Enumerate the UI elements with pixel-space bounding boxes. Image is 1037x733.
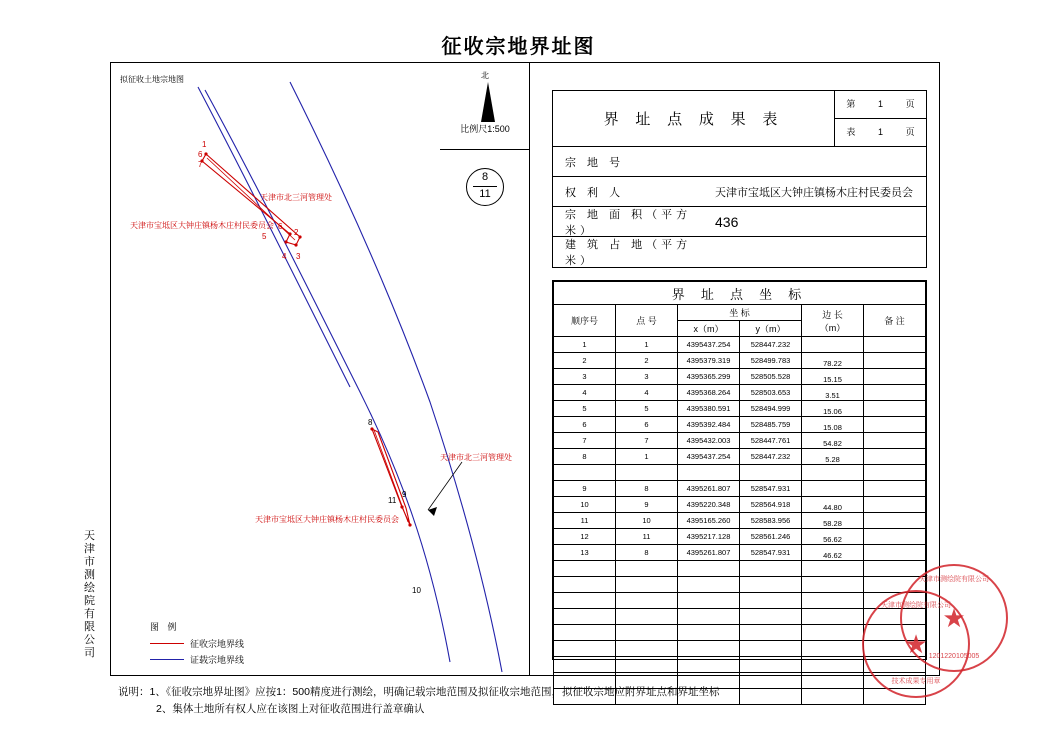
- page-label-2: 表: [846, 127, 856, 137]
- cell-remark: [864, 465, 926, 481]
- col-y: y（m）: [740, 321, 802, 337]
- cell-y: 528547.931: [740, 545, 802, 561]
- seal-1-bottom-text: 技术成果专用章: [891, 678, 941, 685]
- field-building-area: [553, 237, 926, 267]
- map-point-7: 7: [198, 160, 203, 169]
- table-row: [554, 337, 926, 353]
- table-row: [554, 401, 926, 417]
- col-remark: 备 注: [864, 305, 926, 337]
- cell-point: [616, 465, 678, 481]
- cell-empty: [802, 689, 864, 705]
- cell-remark: [864, 337, 926, 353]
- cell-empty: [740, 577, 802, 593]
- cell-empty: [802, 577, 864, 593]
- cell-empty: [802, 641, 864, 657]
- cell-point: 8: [616, 481, 678, 497]
- cell-seq: 2: [554, 353, 616, 369]
- map-point-4: 4: [282, 252, 287, 261]
- field-parcel-number-label: 宗 地 号: [565, 156, 625, 169]
- cell-empty: [740, 561, 802, 577]
- cell-dist: [802, 337, 864, 353]
- star-icon: ★: [904, 629, 928, 659]
- cell-point: 10: [616, 513, 678, 529]
- cell-seq: 13: [554, 545, 616, 561]
- table-row-empty: [554, 577, 926, 593]
- cell-empty: [740, 657, 802, 673]
- page-value-2: 1: [877, 127, 883, 137]
- table-row: [554, 449, 926, 465]
- map-point-8: 8: [368, 418, 373, 427]
- cell-x: 4395261.807: [678, 545, 740, 561]
- cell-y: 528447.761: [740, 433, 802, 449]
- cell-empty: [554, 641, 616, 657]
- notes: [118, 684, 719, 718]
- page-title: 征收宗地界址图: [441, 34, 596, 58]
- scale-label: 比例尺1:500: [460, 124, 510, 134]
- cell-point: 1: [616, 337, 678, 353]
- cell-y: 528583.956: [740, 513, 802, 529]
- cell-x: 4395217.128: [678, 529, 740, 545]
- page-unit-1: 页: [905, 99, 915, 109]
- table-row: [554, 385, 926, 401]
- table-row: [554, 497, 926, 513]
- cell-empty: [678, 577, 740, 593]
- table-row: [554, 513, 926, 529]
- cell-empty: [554, 609, 616, 625]
- north-arrow-icon: [481, 82, 495, 122]
- page-label-1: 第: [846, 99, 856, 109]
- cell-seq: 9: [554, 481, 616, 497]
- col-distance-unit: （m）: [819, 322, 846, 333]
- cell-x: 4395368.264: [678, 385, 740, 401]
- cell-empty: [740, 641, 802, 657]
- cell-empty: [616, 593, 678, 609]
- cell-remark: [864, 513, 926, 529]
- sheet-number-bottom: 11: [479, 188, 491, 200]
- cell-point: 5: [616, 401, 678, 417]
- cell-x: 4395380.591: [678, 401, 740, 417]
- cell-y: 528485.759: [740, 417, 802, 433]
- cell-seq: 7: [554, 433, 616, 449]
- map-point-9: 9: [402, 490, 407, 499]
- cell-empty: [678, 561, 740, 577]
- cell-x: 4395165.260: [678, 513, 740, 529]
- cell-empty: [554, 561, 616, 577]
- col-x: x（m）: [678, 321, 740, 337]
- cell-x: 4395379.319: [678, 353, 740, 369]
- legend-title: 图 例: [150, 622, 180, 632]
- table-row: [554, 529, 926, 545]
- cell-y: 528447.232: [740, 337, 802, 353]
- map-point-11: 11: [388, 496, 397, 505]
- map-point-2: 2: [294, 228, 299, 237]
- table-row: [554, 353, 926, 369]
- cell-dist: 3.51: [802, 385, 864, 401]
- cell-empty: [802, 593, 864, 609]
- cell-seq: 12: [554, 529, 616, 545]
- cell-seq: 3: [554, 369, 616, 385]
- cell-empty: [616, 641, 678, 657]
- cell-dist: 15.08: [802, 417, 864, 433]
- field-owner-label: 权 利 人: [565, 186, 625, 199]
- cell-y: 528564.918: [740, 497, 802, 513]
- cell-remark: [864, 417, 926, 433]
- table-row: [554, 481, 926, 497]
- cell-empty: [802, 609, 864, 625]
- col-distance-label: 边 长: [822, 309, 843, 320]
- cell-dist: [802, 481, 864, 497]
- table-row: [554, 433, 926, 449]
- map-point-5: 5: [262, 232, 267, 241]
- col-point: 点 号: [616, 305, 678, 337]
- cell-empty: [740, 689, 802, 705]
- map-annotation-river-upper: 天津市北三河管理处: [260, 193, 332, 202]
- cell-dist: 54.82: [802, 433, 864, 449]
- cell-point: 7: [616, 433, 678, 449]
- north-arrow-box: [440, 62, 530, 150]
- cell-x: 4395432.003: [678, 433, 740, 449]
- map-corner-label: 拟征收土地宗地图: [120, 75, 184, 84]
- cell-remark: [864, 385, 926, 401]
- field-owner: [553, 177, 926, 207]
- cell-remark: [864, 353, 926, 369]
- cell-remark: [864, 545, 926, 561]
- coordinate-table-title: 界 址 点 坐 标: [554, 282, 926, 305]
- field-owner-value: 天津市宝坻区大钟庄镇杨木庄村民委员会: [715, 186, 913, 199]
- cell-empty: [616, 609, 678, 625]
- cell-empty: [678, 641, 740, 657]
- cell-x: [678, 465, 740, 481]
- field-area: [553, 207, 926, 237]
- cell-dist: 5.28: [802, 449, 864, 465]
- col-distance: [802, 305, 864, 337]
- cell-seq: [554, 465, 616, 481]
- cell-seq: 1: [554, 337, 616, 353]
- field-area-value: 436: [715, 213, 739, 230]
- map-drawing: [110, 62, 530, 676]
- cell-empty: [554, 593, 616, 609]
- page-value-1: 1: [877, 99, 883, 109]
- legend-swatch-red-icon: [150, 643, 184, 644]
- cell-y: 528494.999: [740, 401, 802, 417]
- cell-empty: [678, 625, 740, 641]
- result-table: [552, 90, 927, 268]
- cell-y: 528547.931: [740, 481, 802, 497]
- map-point-1: 1: [202, 140, 207, 149]
- cell-empty: [554, 577, 616, 593]
- official-seal-2: [900, 564, 1008, 672]
- cell-x: 4395365.299: [678, 369, 740, 385]
- cell-seq: 6: [554, 417, 616, 433]
- cell-point: 1: [616, 449, 678, 465]
- note-line-2: 2、集体土地所有权人应在该图上对征收范围进行盖章确认: [156, 703, 425, 715]
- cell-seq: 8: [554, 449, 616, 465]
- cell-empty: [616, 625, 678, 641]
- table-row: [554, 417, 926, 433]
- cell-empty: [740, 625, 802, 641]
- cell-remark: [864, 449, 926, 465]
- cell-dist: 44.80: [802, 497, 864, 513]
- cell-point: 2: [616, 353, 678, 369]
- sheet-divider: [473, 186, 497, 187]
- seal-1-top-text: 天津市测绘院有限公司: [881, 602, 951, 609]
- cell-remark: [864, 497, 926, 513]
- cell-empty: [740, 673, 802, 689]
- cell-dist: 46.62: [802, 545, 864, 561]
- cell-empty: [678, 593, 740, 609]
- table-row-empty: [554, 561, 926, 577]
- cell-seq: 10: [554, 497, 616, 513]
- cell-dist: 15.06: [802, 401, 864, 417]
- map-point-3: 3: [296, 252, 301, 261]
- cell-dist: [802, 465, 864, 481]
- cell-point: 3: [616, 369, 678, 385]
- cell-x: 4395437.254: [678, 337, 740, 353]
- table-row: [554, 369, 926, 385]
- cell-y: 528561.246: [740, 529, 802, 545]
- cell-dist: 15.15: [802, 369, 864, 385]
- cell-empty: [678, 657, 740, 673]
- legend-label-collect: 征收宗地界线: [190, 639, 245, 649]
- cell-empty: [554, 657, 616, 673]
- cell-y: 528499.783: [740, 353, 802, 369]
- cell-point: 8: [616, 545, 678, 561]
- cell-remark: [864, 369, 926, 385]
- seal-2-top-text: 天津市测绘院有限公司: [919, 576, 989, 583]
- cell-x: 4395261.807: [678, 481, 740, 497]
- cell-empty: [678, 609, 740, 625]
- page-unit-2: 页: [905, 127, 915, 137]
- field-building-area-label: 建 筑 占 地（平方米）: [565, 239, 692, 267]
- cell-empty: [616, 657, 678, 673]
- cell-point: 9: [616, 497, 678, 513]
- field-area-label: 宗 地 面 积（平方米）: [565, 208, 692, 237]
- cell-empty: [616, 561, 678, 577]
- star-icon-2: ★: [942, 603, 966, 633]
- cell-empty: [740, 609, 802, 625]
- map-area: [110, 62, 530, 676]
- cell-empty: [802, 561, 864, 577]
- cell-remark: [864, 401, 926, 417]
- seal-2-bottom-text: 1201220105005: [928, 653, 980, 660]
- map-annotation-river-lower: 天津市北三河管理处: [440, 453, 512, 462]
- cell-seq: 11: [554, 513, 616, 529]
- cell-point: 4: [616, 385, 678, 401]
- result-table-heading: 界 址 点 成 果 表: [603, 109, 784, 128]
- table-row: [554, 465, 926, 481]
- legend: [150, 620, 244, 666]
- north-label: 北: [481, 71, 489, 80]
- sheet-number-top: 8: [481, 171, 489, 183]
- map-point-6b: 6: [278, 222, 283, 231]
- map-point-10: 10: [412, 586, 421, 595]
- col-seq: 顺序号: [554, 305, 616, 337]
- legend-swatch-blue-icon: [150, 659, 184, 660]
- cell-y: 528505.528: [740, 369, 802, 385]
- field-parcel-number: [553, 147, 926, 177]
- map-annotation-village-lower: 天津市宝坻区大钟庄镇杨木庄村民委员会: [255, 515, 399, 524]
- cell-x: 4395437.254: [678, 449, 740, 465]
- company-side-text: 天津市测绘院有限公司: [84, 530, 95, 659]
- cell-empty: [802, 657, 864, 673]
- table-row: [554, 545, 926, 561]
- cell-y: [740, 465, 802, 481]
- cell-point: 11: [616, 529, 678, 545]
- cell-empty: [740, 593, 802, 609]
- cell-empty: [616, 577, 678, 593]
- legend-item-collect: [150, 637, 244, 650]
- legend-item-certified: [150, 653, 244, 666]
- cell-remark: [864, 529, 926, 545]
- cell-remark: [864, 481, 926, 497]
- cell-seq: 4: [554, 385, 616, 401]
- cell-seq: 5: [554, 401, 616, 417]
- map-point-6: 6: [198, 150, 203, 159]
- cell-empty: [802, 673, 864, 689]
- cell-empty: [802, 625, 864, 641]
- note-line-1: 说明：1、《征收宗地界址图》应按1：500精度进行测绘，明确记载宗地范围及拟征收宗地范围，拟征收宗地应附界址点和界址坐标: [118, 686, 720, 698]
- cell-dist: 58.28: [802, 513, 864, 529]
- legend-label-certified: 证载宗地界线: [190, 655, 245, 665]
- map-annotation-village-upper: 天津市宝坻区大钟庄镇杨木庄村民委员会: [130, 221, 274, 230]
- result-table-pages: [834, 91, 926, 146]
- cell-x: 4395220.348: [678, 497, 740, 513]
- cell-point: 6: [616, 417, 678, 433]
- cell-empty: [554, 625, 616, 641]
- cell-dist: 78.22: [802, 353, 864, 369]
- cell-remark: [864, 433, 926, 449]
- cell-x: 4395392.484: [678, 417, 740, 433]
- cell-dist: 56.62: [802, 529, 864, 545]
- cell-y: 528503.653: [740, 385, 802, 401]
- sheet-number-badge: [466, 168, 504, 206]
- cell-y: 528447.232: [740, 449, 802, 465]
- col-coord: 坐 标: [678, 305, 802, 321]
